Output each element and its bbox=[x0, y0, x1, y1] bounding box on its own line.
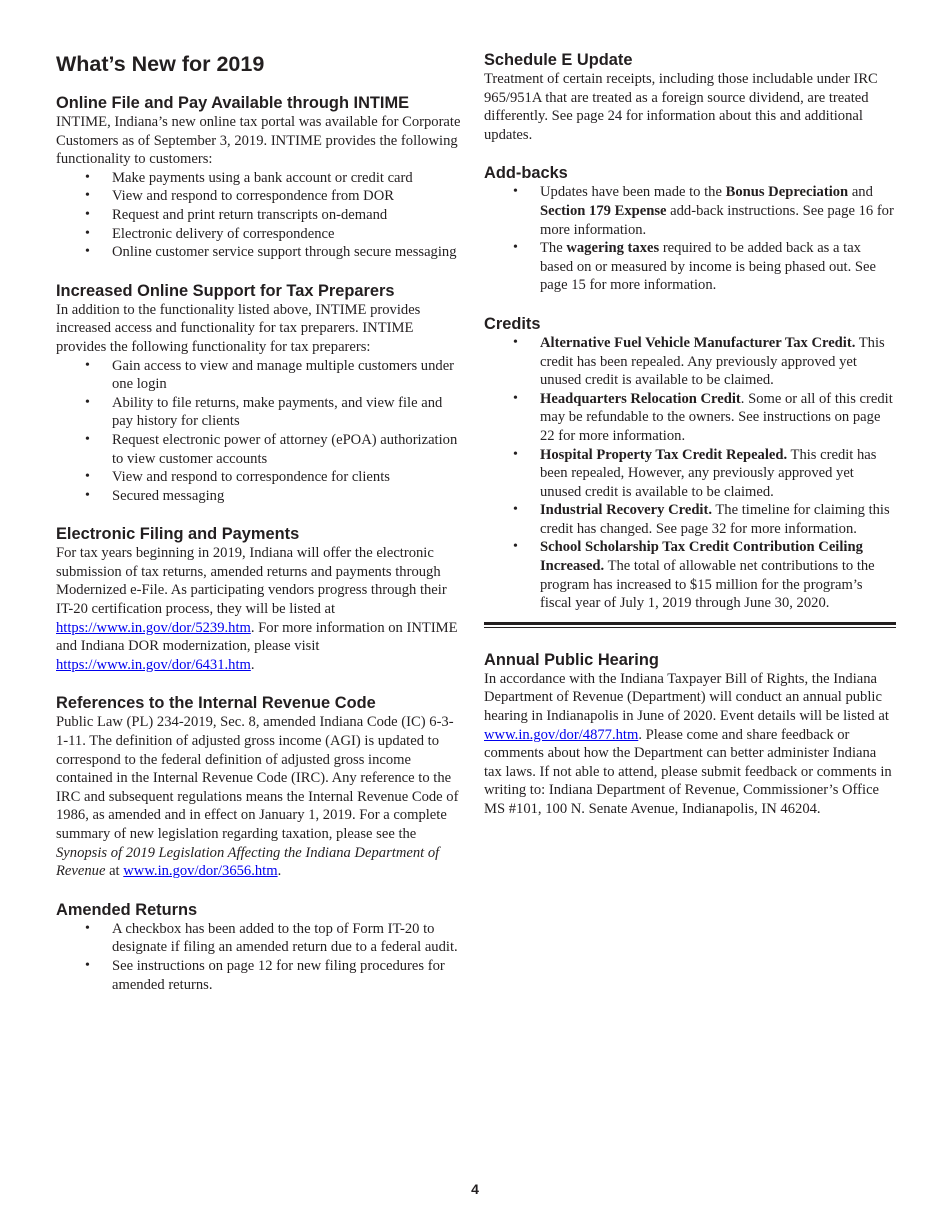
list-item: • Online customer service support through secure messaging bbox=[56, 243, 464, 262]
list-item: • View and respond to correspondence for clients bbox=[56, 468, 464, 487]
intime-list bbox=[56, 169, 464, 262]
list-item bbox=[484, 446, 896, 502]
irc-text: at bbox=[105, 863, 124, 880]
credit-text: This credit has been repealed, However, any previously approved yet unused credit is available to be claimed. bbox=[540, 446, 877, 500]
list-item: • View and respond to correspondence from DOR bbox=[56, 187, 464, 206]
item-text: The bbox=[540, 240, 567, 257]
item-bold: Section 179 Expense bbox=[540, 202, 667, 219]
addbacks-list bbox=[484, 183, 896, 295]
section-intime bbox=[56, 93, 464, 262]
item-text: required to be added back as a tax based on or measured by income is being phased out. See page 15 for more information. bbox=[540, 240, 876, 294]
modernization-link[interactable]: https://www.in.gov/dor/6431.htm bbox=[56, 656, 251, 673]
irc-paragraph bbox=[56, 713, 464, 880]
preparers-list bbox=[56, 357, 464, 506]
list-item: • Request and print return transcripts on-demand bbox=[56, 206, 464, 225]
section-efile bbox=[56, 524, 464, 674]
preparers-intro: In addition to the functionality listed above, INTIME provides increased access and functionality for tax preparers. INTIME provides the following functionality for tax preparers: bbox=[56, 301, 421, 355]
credit-name: Hospital Property Tax Credit Repealed. bbox=[540, 446, 788, 463]
addbacks-heading: Add-backs bbox=[484, 164, 568, 183]
section-divider bbox=[484, 622, 896, 628]
list-item bbox=[484, 538, 896, 612]
vendors-link[interactable]: https://www.in.gov/dor/5239.htm bbox=[56, 619, 251, 636]
credits-heading: Credits bbox=[484, 314, 541, 333]
efile-text: For tax years beginning in 2019, Indiana will offer the electronic submission of tax returns, amended returns and payments through Modernized e-File. As participating vendors progress through their IT-20 certification process, they will be listed at bbox=[56, 545, 447, 618]
list-item bbox=[484, 501, 896, 538]
schedule-e-heading: Schedule E Update bbox=[484, 51, 633, 69]
efile-heading: Electronic Filing and Payments bbox=[56, 525, 300, 544]
preparers-heading: Increased Online Support for Tax Preparers bbox=[56, 281, 395, 300]
item-bold: Bonus Depreciation bbox=[725, 184, 849, 201]
section-addbacks bbox=[484, 163, 896, 295]
left-column bbox=[56, 50, 464, 1013]
item-text: add-back instructions. See page 16 for more information. bbox=[540, 202, 894, 238]
credits-list bbox=[484, 334, 896, 613]
credit-name: Industrial Recovery Credit. bbox=[540, 502, 712, 519]
list-item bbox=[484, 334, 896, 390]
section-irc bbox=[56, 693, 464, 880]
credit-name: Headquarters Relocation Credit bbox=[540, 390, 741, 407]
list-item: • Ability to file returns, make payments, and view file and pay history for clients bbox=[56, 394, 464, 431]
irc-text: Public Law (PL) 234-2019, Sec. 8, amended Indiana Code (IC) 6-3-1-11. The definition of adjusted gross income (AGI) is updated to correspond to the federal definition of adjusted gross income contained in the Internal Revenue Code (IRC). Any reference to the IRC and subsequent regulations means the Internal Revenue Code of 1986, as amended and in effect on January 1, 2019. For a complete summary of new legislation regarding taxation, please see the bbox=[56, 714, 459, 842]
credit-name: School Scholarship Tax Credit Contribution Ceiling Increased. bbox=[540, 539, 863, 575]
list-item: • A checkbox has been added to the top of Form IT-20 to designate if filing an amended return due to a federal audit. bbox=[56, 920, 464, 957]
item-bold: wagering taxes bbox=[566, 240, 660, 257]
item-text: Updates have been made to the bbox=[540, 184, 726, 201]
amended-heading: Amended Returns bbox=[56, 900, 198, 919]
list-item: • Make payments using a bank account or credit card bbox=[56, 169, 464, 188]
list-item bbox=[484, 239, 896, 295]
section-preparers bbox=[56, 281, 464, 506]
page-number: 4 bbox=[471, 1181, 479, 1197]
list-item bbox=[484, 183, 896, 239]
intime-heading: Online File and Pay Available through INTIME bbox=[56, 94, 410, 112]
schedule-e-text: Treatment of certain receipts, including those includable under IRC 965/951A that are treated as a foreign source dividend, are treated differently. See page 24 for information about this and additional updates. bbox=[484, 71, 878, 143]
amended-list bbox=[56, 920, 464, 994]
irc-text: . bbox=[277, 863, 282, 880]
page-title: What’s New for 2019 bbox=[56, 52, 265, 76]
synopsis-link[interactable]: www.in.gov/dor/3656.htm bbox=[123, 863, 278, 880]
credit-text: The timeline for claiming this credit has changed. See page 32 for more information. bbox=[540, 502, 890, 537]
hearing-heading: Annual Public Hearing bbox=[484, 650, 659, 669]
efile-text: . For more information on INTIME and Indiana DOR modernization, please visit bbox=[56, 619, 458, 655]
irc-heading: References to the Internal Revenue Code bbox=[56, 694, 376, 713]
list-item: • Gain access to view and manage multiple customers under one login bbox=[56, 357, 464, 394]
credit-text: This credit has been repealed. Any previously approved yet unused credit is available to be claimed. bbox=[540, 334, 885, 389]
credit-text: . Some or all of this credit may be refundable to the owners. See instructions on page 22 for more information. bbox=[540, 390, 893, 444]
hearing-text: . Please come and share feedback or comments about how the Department can better administer Indiana tax laws. If not able to attend, please submit feedback or comments in writing to: Indiana Department of Revenue, Commissioner’s Office MS #101, 100 N. Senate Avenue, Indianapolis, IN 46204. bbox=[484, 726, 892, 817]
section-hearing bbox=[484, 650, 896, 819]
list-item: • See instructions on page 12 for new filing procedures for amended returns. bbox=[56, 957, 464, 994]
credit-name: Alternative Fuel Vehicle Manufacturer Tax Credit. bbox=[540, 334, 856, 351]
item-text: and bbox=[848, 184, 873, 201]
section-credits bbox=[484, 314, 896, 613]
intime-intro: INTIME, Indiana’s new online tax portal was available for Corporate Customers as of September 3, 2019. INTIME provides the following functionality to customers: bbox=[56, 114, 461, 168]
right-column bbox=[484, 50, 896, 838]
efile-paragraph bbox=[56, 544, 464, 674]
list-item bbox=[484, 390, 896, 446]
section-amended bbox=[56, 900, 464, 994]
list-item: • Secured messaging bbox=[56, 487, 464, 506]
hearing-text: In accordance with the Indiana Taxpayer Bill of Rights, the Indiana Department of Revenue (Department) will conduct an annual public hearing in Indianapolis in June of 2020. Event details will be listed at bbox=[484, 670, 889, 725]
list-item: • Request electronic power of attorney (ePOA) authorization to view customer accounts bbox=[56, 431, 464, 468]
synopsis-title: Synopsis of 2019 Legislation Affecting the Indiana Department of Revenue bbox=[56, 844, 440, 880]
hearing-link[interactable]: www.in.gov/dor/4877.htm bbox=[484, 726, 639, 743]
credit-text: The total of allowable net contributions to the program has increased to $15 million for the program’s fiscal year of July 1, 2019 through June 30, 2020. bbox=[540, 558, 875, 612]
efile-text: . bbox=[250, 656, 255, 673]
section-schedule-e bbox=[484, 50, 896, 144]
list-item: • Electronic delivery of correspondence bbox=[56, 225, 464, 244]
hearing-paragraph bbox=[484, 670, 896, 819]
